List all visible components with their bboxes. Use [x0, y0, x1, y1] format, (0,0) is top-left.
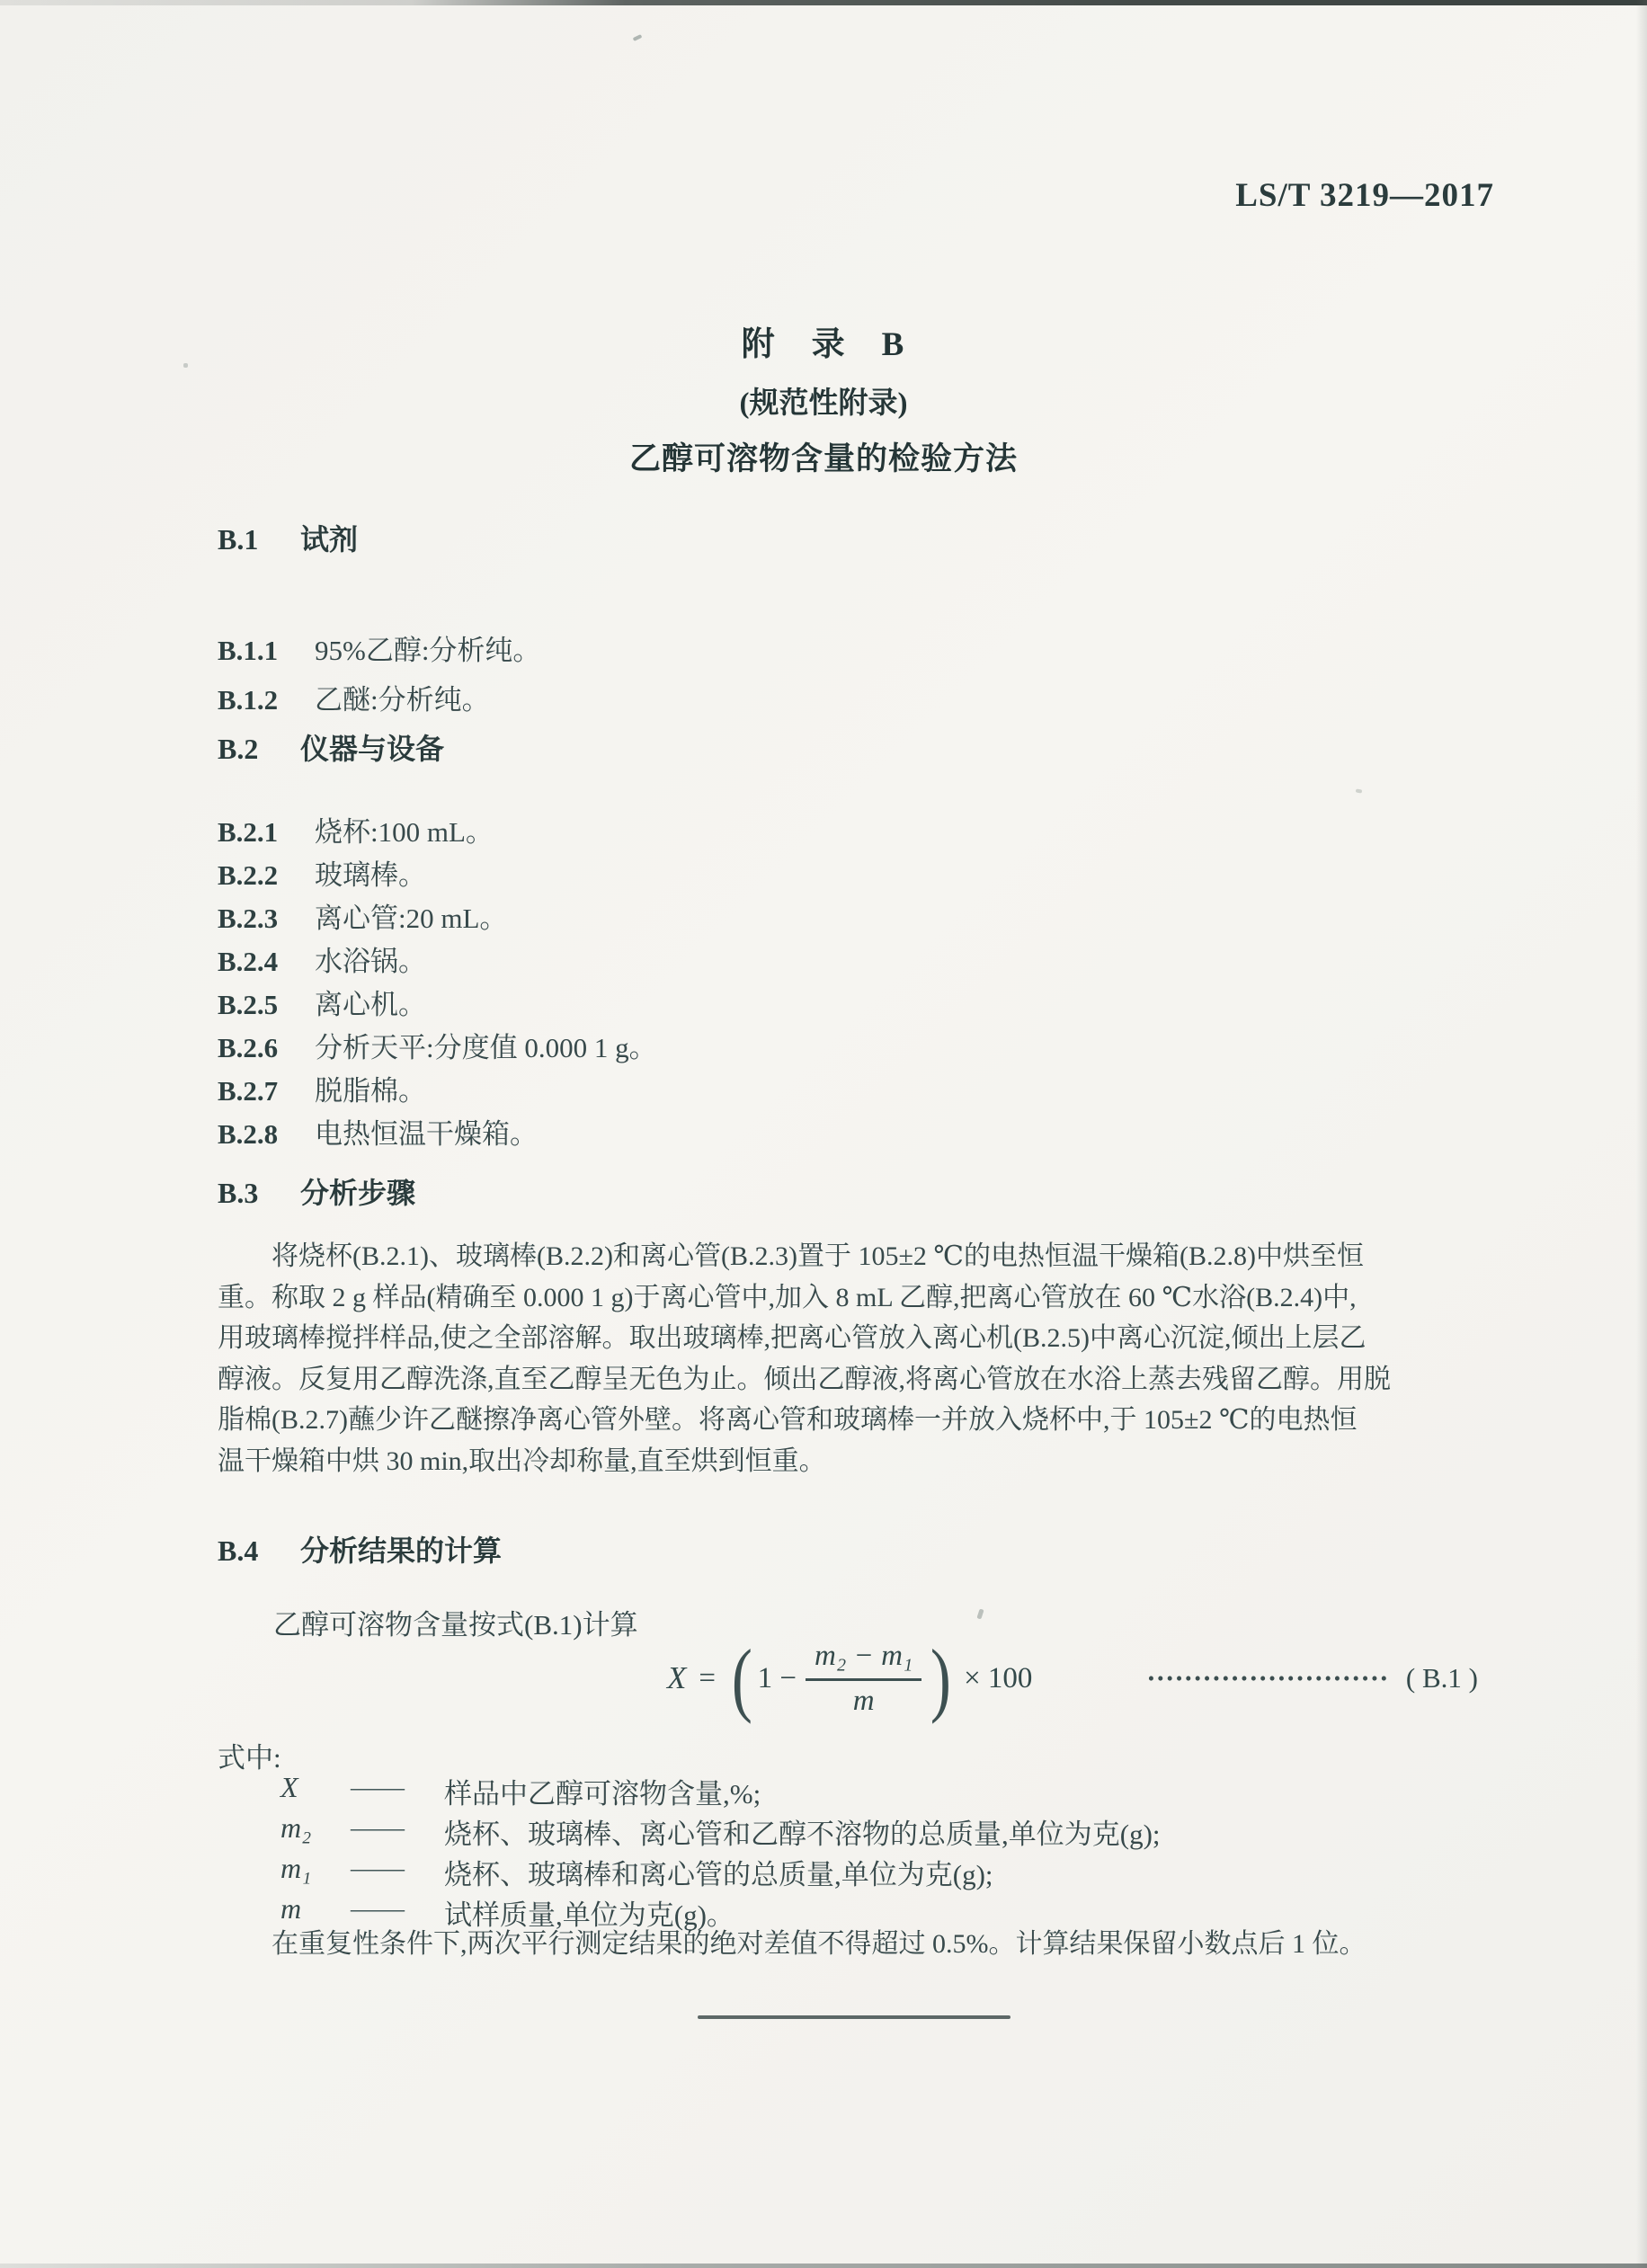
clause-text: 分析天平:分度值 0.000 1 g。 — [315, 1032, 657, 1063]
clause-number: B.1.1 — [218, 635, 279, 666]
definition-row-m2 — [218, 1811, 1161, 1852]
definition-dash: —— — [351, 1771, 403, 1802]
clause-number: B.1.2 — [218, 684, 279, 716]
clause-text: 脱脂棉。 — [315, 1075, 426, 1107]
formula-multiplier: × 100 — [964, 1661, 1033, 1694]
formula-equation: X = ( 1 − $\frac{\text{m₂ − m₁}}{m}$ ) × 100 — [667, 1632, 1033, 1724]
clause-text: 离心管:20 mL。 — [315, 903, 508, 934]
clause-text: 玻璃棒。 — [315, 859, 426, 891]
fraction-numerator: m₂ − m₁ — [806, 1640, 921, 1681]
paragraph-line: 温干燥箱中烘 30 min,取出冷却称量,直至烘到恒重。 — [218, 1445, 826, 1476]
appendix-title: 附 录 B — [741, 326, 906, 363]
clause-number: B.2.4 — [218, 946, 279, 977]
section-title: 试剂 — [300, 523, 359, 556]
clause-number: B.2.6 — [218, 1032, 279, 1063]
section-number: B.4 — [218, 1534, 259, 1567]
clause-number: B.2.2 — [218, 859, 279, 891]
clause-text: 烧杯:100 mL。 — [315, 816, 494, 848]
paragraph-line: 脂棉(B.2.7)蘸少许乙醚擦净离心管外壁。将离心管和玻璃棒一并放入烧杯中,于 105±2 ℃的电热恒 — [218, 1405, 1358, 1435]
clause-row-b12 — [218, 677, 490, 717]
clause-text: 电热恒温干燥箱。 — [315, 1118, 538, 1150]
definition-text: 烧杯、玻璃棒和离心管的总质量,单位为克(g); — [444, 1859, 993, 1890]
paragraph-line: 重。称取 2 g 样品(精确至 0.000 1 g)于离心管中,加入 8 mL 乙醇,把离心管放在 60 ℃水浴(B.2.4)中, — [218, 1282, 1357, 1312]
end-of-document-rule — [698, 2015, 1010, 2019]
section-heading-b3 — [218, 1170, 415, 1212]
section-number: B.1 — [218, 523, 259, 556]
clause-text: 离心机。 — [315, 989, 426, 1020]
paragraph-line: 用玻璃棒搅拌样品,使之全部溶解。取出玻璃棒,把离心管放入离心机(B.2.5)中离心沉淀,倾出上层乙 — [218, 1323, 1367, 1353]
appendix-subject-title: 乙醇可溶物含量的检验方法 — [628, 441, 1018, 476]
symbol: X — [280, 1771, 298, 1803]
formula-intro: 乙醇可溶物含量按式(B.1)计算 — [273, 1609, 638, 1641]
fraction — [806, 1640, 921, 1718]
fraction-denominator: m — [852, 1684, 875, 1717]
appendix-title-block — [0, 316, 1647, 479]
definition-dash: —— — [351, 1852, 403, 1883]
section-title: 分析步骤 — [300, 1177, 416, 1209]
section-heading-b1 — [218, 517, 358, 558]
section-title: 分析结果的计算 — [300, 1534, 503, 1567]
paragraph-line: 醇液。反复用乙醇洗涤,直至乙醇呈无色为止。倾出乙醇液,将离心管放在水浴上蒸去残留乙醇。用脱 — [218, 1364, 1391, 1394]
section-heading-b4 — [218, 1528, 502, 1570]
scan-speck — [633, 34, 643, 41]
clause-row-b23 — [218, 895, 507, 936]
section-number: B.3 — [218, 1177, 259, 1209]
clause-number: B.2.7 — [218, 1075, 279, 1107]
definition-text: 样品中乙醇可溶物含量,%; — [444, 1778, 761, 1810]
definition-text: 试样质量,单位为克(g)。 — [444, 1899, 734, 1931]
clause-text: 95%乙醇:分析纯。 — [315, 635, 541, 666]
section-number: B.2 — [218, 733, 259, 765]
clause-row-b26 — [218, 1025, 657, 1065]
formula-one-minus: 1 − — [757, 1661, 797, 1694]
clause-number: B.2.5 — [218, 989, 279, 1020]
symbol: m — [280, 1892, 302, 1925]
formula-b1-row — [218, 1629, 1478, 1728]
where-label: 式中: — [218, 1742, 281, 1774]
clause-text: 乙醚:分析纯。 — [315, 684, 490, 716]
clause-row-b25 — [218, 982, 426, 1022]
definition-row-m1 — [218, 1852, 993, 1892]
clause-row-b27 — [218, 1068, 426, 1108]
clause-row-b24 — [218, 938, 426, 979]
clause-row-b22 — [218, 852, 426, 893]
appendix-normative-label: (规范性附录) — [739, 387, 908, 420]
scan-speck — [1356, 788, 1363, 793]
section-heading-b2 — [218, 726, 444, 768]
analysis-procedure-paragraph — [218, 1236, 1478, 1481]
clause-row-b28 — [218, 1111, 538, 1152]
standard-number: LS/T 3219—2017 — [1235, 177, 1494, 214]
clause-row-b21 — [218, 809, 494, 849]
equation-label: ( B.1 ) — [1405, 1662, 1478, 1694]
definition-dash: —— — [351, 1811, 403, 1843]
clause-number: B.2.3 — [218, 903, 279, 934]
definition-row-x — [218, 1771, 761, 1811]
clause-number: B.2.1 — [218, 816, 279, 848]
dotted-leader: •••••••••••••••••••••••••• — [1147, 1667, 1390, 1689]
scan-edge-bottom — [0, 2264, 1647, 2268]
symbol: m₂ — [280, 1811, 312, 1844]
paragraph-line: 将烧杯(B.2.1)、玻璃棒(B.2.2)和离心管(B.2.3)置于 105±2 ℃的电热恒温干燥箱(B.2.8)中烘至恒 — [272, 1241, 1364, 1271]
definition-text: 烧杯、玻璃棒、离心管和乙醇不溶物的总质量,单位为克(g); — [444, 1819, 1161, 1850]
clause-row-b11 — [218, 627, 540, 668]
equals-sign: = — [699, 1661, 717, 1694]
clause-text: 水浴锅。 — [315, 946, 426, 977]
section-title: 仪器与设备 — [300, 733, 445, 765]
formula-variable-x: X — [667, 1660, 687, 1695]
definition-dash: —— — [351, 1892, 403, 1924]
symbol: m₁ — [280, 1852, 312, 1884]
repeatability-note: 在重复性条件下,两次平行测定结果的绝对差值不得超过 0.5%。计算结果保留小数点后 1 位。 — [272, 1929, 1367, 1959]
clause-number: B.2.8 — [218, 1118, 279, 1150]
scan-edge-top — [0, 0, 1647, 5]
